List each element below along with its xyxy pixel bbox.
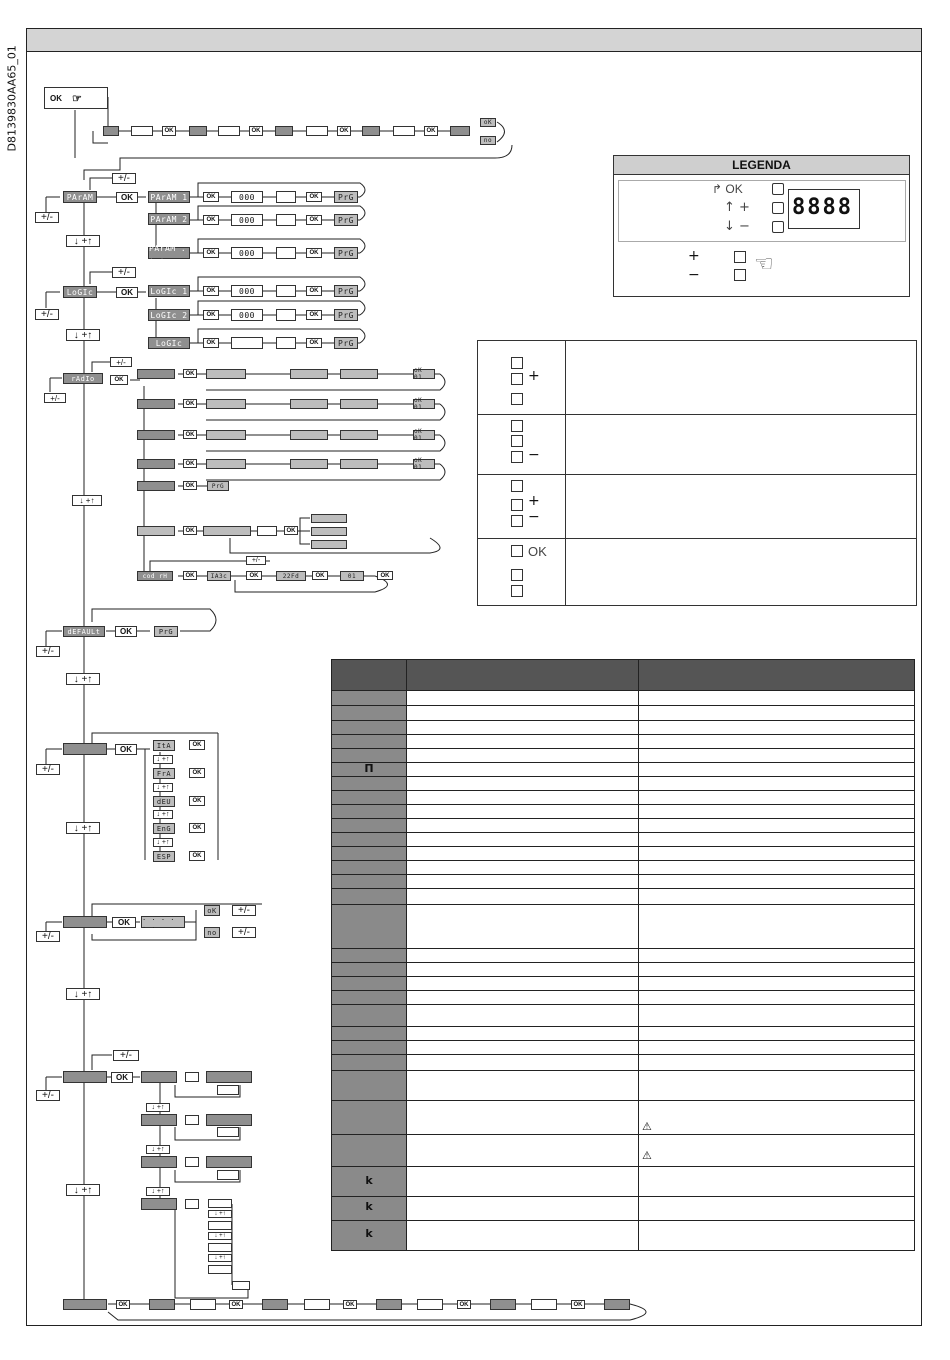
down-up-lang-3[interactable]: ↓ +↑ xyxy=(153,810,173,819)
plus-minus-button-default[interactable]: +/- xyxy=(36,646,60,657)
down-up-button-4[interactable]: ↓ +↑ xyxy=(66,673,100,685)
diag-counter-2 xyxy=(208,1221,232,1230)
arrows-param-1 xyxy=(276,191,296,203)
hand-press-icon: ☜ xyxy=(754,252,774,277)
ok-codrx-3[interactable]: OK xyxy=(312,571,328,580)
radio-led-3a xyxy=(206,430,246,440)
top-row-step-2 xyxy=(189,126,207,136)
bottom-row-start xyxy=(63,1299,107,1310)
table-row xyxy=(332,1196,914,1197)
diag-counter-3 xyxy=(208,1243,232,1252)
radio-option-a xyxy=(311,514,347,523)
prg-logic-1: PrG xyxy=(334,285,358,297)
ok-codrx-2[interactable]: OK xyxy=(246,571,262,580)
ok-button-default[interactable]: OK xyxy=(115,626,137,637)
logic-item-2[interactable]: LoGIc 2 xyxy=(148,309,190,321)
diag-item-1 xyxy=(141,1071,177,1083)
legend-ok-label: ↱ OK xyxy=(712,182,743,196)
value-param-2: 000 xyxy=(231,214,263,226)
ok-logic-2b[interactable]: OK xyxy=(306,310,322,320)
table-row xyxy=(332,762,914,763)
legend-plus-key xyxy=(772,202,784,214)
ok-param-1[interactable]: OK xyxy=(203,192,219,202)
legend-plus-label: ↑ + xyxy=(724,200,750,215)
down-up-diag-2[interactable]: ↓ +↑ xyxy=(146,1145,170,1154)
diag-item-1-value xyxy=(206,1071,252,1083)
legend-minus-button xyxy=(734,269,746,281)
radio-led-4a xyxy=(206,459,246,469)
menu-logic[interactable]: LoGIc xyxy=(63,286,97,298)
ok-radio-6[interactable]: OK xyxy=(183,526,197,535)
radio-led-4b xyxy=(290,459,328,469)
table-row xyxy=(332,962,914,963)
ok-radio-3[interactable]: OK xyxy=(183,430,197,439)
down-up-button-7[interactable]: ↓ +↑ xyxy=(66,1184,100,1196)
ok-lang-5[interactable]: OK xyxy=(189,851,205,861)
down-up-lang-1[interactable]: ↓ +↑ xyxy=(153,755,173,764)
bottom-step-4 xyxy=(490,1299,516,1310)
plus-minus-button-diag[interactable]: +/- xyxy=(113,1050,139,1061)
radio-ok-3: oK 01 xyxy=(413,430,435,440)
diag-counter-4 xyxy=(208,1265,232,1274)
language-deu[interactable]: dEU xyxy=(153,796,175,807)
down-up-diag-1[interactable]: ↓ +↑ xyxy=(146,1103,170,1112)
document-code: D8139830AA65_01 xyxy=(5,45,19,152)
ok-radio-4[interactable]: OK xyxy=(183,459,197,468)
arrows-logic-3 xyxy=(276,337,296,349)
save-no: no xyxy=(204,927,220,938)
key-row-ok xyxy=(478,539,916,605)
plus-minus-button-codrx[interactable]: +/- xyxy=(246,556,266,565)
ok-button-start[interactable]: OK ☞ xyxy=(44,87,108,109)
bottom-ok-2[interactable]: OK xyxy=(229,1300,243,1309)
table-row xyxy=(332,832,914,833)
radio-led-1b xyxy=(290,369,328,379)
table-row xyxy=(332,1100,914,1101)
radio-ok-4: oK 01 xyxy=(413,459,435,469)
prg-param-1: PrG xyxy=(334,191,358,203)
table-row xyxy=(332,804,914,805)
codrx-code-3: 01 xyxy=(340,571,364,581)
menu-param[interactable]: PArAM xyxy=(63,191,97,203)
ok-button-param[interactable]: OK xyxy=(116,192,138,203)
ok-radio-5[interactable]: OK xyxy=(183,481,197,490)
legend-panel xyxy=(613,155,910,297)
diag-item-1-key xyxy=(185,1072,199,1082)
key-row-plus xyxy=(478,341,916,415)
table-row xyxy=(332,1220,914,1221)
diag-item-3 xyxy=(141,1156,177,1168)
legend-display-digits: 8888 xyxy=(792,195,853,220)
table-symbol-k2: k xyxy=(365,1200,373,1213)
table-row xyxy=(332,776,914,777)
table-row xyxy=(332,904,914,905)
diag-item-1-sub xyxy=(217,1085,239,1095)
table-row xyxy=(332,1070,914,1071)
diag-item-2-key xyxy=(185,1115,199,1125)
bottom-step-2 xyxy=(262,1299,288,1310)
value-param-1: 000 xyxy=(231,191,263,203)
ok-param-2b[interactable]: OK xyxy=(306,215,322,225)
arrows-param-2 xyxy=(276,214,296,226)
radio-row-4 xyxy=(137,459,175,469)
bottom-ok-5[interactable]: OK xyxy=(571,1300,585,1309)
menu-save[interactable] xyxy=(63,916,107,928)
bottom-display-3 xyxy=(417,1299,443,1310)
cod-rx-item[interactable]: cod rH xyxy=(137,571,173,581)
table-row xyxy=(332,790,914,791)
plus-minus-button-radio-left[interactable]: +/- xyxy=(44,393,66,403)
top-row-step-1 xyxy=(103,126,119,136)
table-symbol-pi: Π xyxy=(364,762,374,775)
ok-param-2[interactable]: OK xyxy=(203,215,219,225)
radio-row-3 xyxy=(137,430,175,440)
top-row-display-1 xyxy=(131,126,153,136)
prg-logic-2: PrG xyxy=(334,309,358,321)
table-row xyxy=(332,690,914,691)
table-row xyxy=(332,734,914,735)
table-row xyxy=(332,948,914,949)
ok-param-3[interactable]: OK xyxy=(203,248,219,258)
diag-item-3-value xyxy=(206,1156,252,1168)
radio-row-6-step xyxy=(203,526,251,536)
ok-button-language[interactable]: OK xyxy=(115,744,137,755)
top-row-display-2 xyxy=(218,126,240,136)
diag-item-4-key xyxy=(185,1199,199,1209)
bottom-display-4 xyxy=(531,1299,557,1310)
down-up-lang-2[interactable]: ↓ +↑ xyxy=(153,783,173,792)
ok-button-radio[interactable]: OK xyxy=(110,375,128,385)
legend-minus-symbol: − xyxy=(688,267,700,283)
top-row-step-4 xyxy=(362,126,380,136)
top-row-ok-3[interactable]: OK xyxy=(337,126,351,136)
bottom-display-1 xyxy=(190,1299,216,1310)
key-plus-icon: + xyxy=(478,341,566,414)
down-up-button-6[interactable]: ↓ +↑ xyxy=(66,988,100,1000)
default-prg: PrG xyxy=(154,626,178,637)
param-item-1[interactable]: PArAM 1 xyxy=(148,191,190,203)
down-up-counter-3[interactable]: ↓ +↑ xyxy=(208,1254,232,1262)
radio-led-2b xyxy=(290,399,328,409)
ok-logic-1[interactable]: OK xyxy=(203,286,219,296)
bottom-ok-4[interactable]: OK xyxy=(457,1300,471,1309)
key-combination-panel xyxy=(477,340,917,606)
radio-row-1 xyxy=(137,369,175,379)
prg-param-3: PrG xyxy=(334,247,358,259)
radio-led-3b xyxy=(290,430,328,440)
table-row xyxy=(332,1166,914,1167)
ok-codrx-1[interactable]: OK xyxy=(183,571,197,580)
top-row-ok-1[interactable]: OK xyxy=(162,126,176,136)
table-row xyxy=(332,720,914,721)
value-logic-1: 000 xyxy=(231,285,263,297)
menu-radio[interactable]: rAdIo xyxy=(63,373,103,384)
arrows-param-3 xyxy=(276,247,296,259)
table-symbol-k3: k xyxy=(365,1227,373,1240)
save-ok: oK xyxy=(204,905,220,916)
table-row xyxy=(332,1040,914,1041)
ok-logic-1b[interactable]: OK xyxy=(306,286,322,296)
top-row-ok-2[interactable]: OK xyxy=(249,126,263,136)
legend-minus-key xyxy=(772,221,784,233)
radio-row-6-arrows xyxy=(257,526,277,536)
radio-ok-2: oK 01 xyxy=(413,399,435,409)
table-row xyxy=(332,846,914,847)
table-row xyxy=(332,748,914,749)
top-row-ok-result: oK xyxy=(480,118,496,127)
ok-button-logic[interactable]: OK xyxy=(116,287,138,298)
top-row-display-3 xyxy=(306,126,328,136)
table-header xyxy=(332,660,914,690)
radio-row-6 xyxy=(137,526,175,536)
plus-minus-button-radio[interactable]: +/- xyxy=(110,357,132,367)
plus-minus-button-logic-left[interactable]: +/- xyxy=(35,309,59,320)
ok-lang-2[interactable]: OK xyxy=(189,768,205,778)
table-row xyxy=(332,1134,914,1135)
diag-item-3-key xyxy=(185,1157,199,1167)
prg-param-2: PrG xyxy=(334,214,358,226)
value-param-3: 000 xyxy=(231,247,263,259)
key-minus-icon: − xyxy=(478,415,566,474)
radio-row-5 xyxy=(137,481,175,491)
down-up-diag-3[interactable]: ↓ +↑ xyxy=(146,1187,170,1196)
plus-minus-button-diag-left[interactable]: +/- xyxy=(36,1090,60,1101)
ok-radio-2[interactable]: OK xyxy=(183,399,197,408)
radio-ok-1: oK 01 xyxy=(413,369,435,379)
key-row-minus xyxy=(478,415,916,475)
top-row-step-3 xyxy=(275,126,293,136)
top-row-step-5 xyxy=(450,126,470,136)
down-up-lang-4[interactable]: ↓ +↑ xyxy=(153,838,173,847)
language-eng[interactable]: EnG xyxy=(153,823,175,834)
table-symbol-k1: k xyxy=(365,1174,373,1187)
table-row xyxy=(332,976,914,977)
plus-minus-button-language[interactable]: +/- xyxy=(36,764,60,775)
radio-option-b xyxy=(311,527,347,536)
down-up-button-2[interactable]: ↓ +↑ xyxy=(66,329,100,341)
language-fra[interactable]: FrA xyxy=(153,768,175,779)
legend-minus-label: ↓ − xyxy=(724,219,750,234)
radio-led-4c xyxy=(340,459,378,469)
codrx-code-2: 22Fd xyxy=(276,571,306,581)
plus-minus-save-no[interactable]: +/- xyxy=(232,927,256,938)
bottom-step-1 xyxy=(149,1299,175,1310)
codrx-code-1: IA3c xyxy=(207,571,231,581)
plus-minus-button-param-left[interactable]: +/- xyxy=(35,212,59,223)
ok-lang-3[interactable]: OK xyxy=(189,796,205,806)
table-row xyxy=(332,1054,914,1055)
bottom-ok-1[interactable]: OK xyxy=(116,1300,130,1309)
hand-pointer-icon: ☞ xyxy=(72,92,82,105)
diag-item-2-sub xyxy=(217,1127,239,1137)
warning-icon: ⚠ xyxy=(642,1120,652,1133)
value-logic-2: 000 xyxy=(231,309,263,321)
diag-counter-1 xyxy=(208,1199,232,1208)
table-row xyxy=(332,990,914,991)
table-row xyxy=(332,818,914,819)
menu-language[interactable] xyxy=(63,743,107,755)
down-up-counter-1[interactable]: ↓ +↑ xyxy=(208,1210,232,1218)
down-up-button-1[interactable]: ↓ +↑ xyxy=(66,235,100,247)
plus-minus-button-param[interactable]: +/- xyxy=(112,173,136,184)
prg-logic-3: PrG xyxy=(334,337,358,349)
parameter-table xyxy=(331,659,915,1251)
ok-logic-2[interactable]: OK xyxy=(203,310,219,320)
bottom-step-5 xyxy=(604,1299,630,1310)
legend-board xyxy=(618,180,906,242)
param-item-2[interactable]: PArAM 2 xyxy=(148,213,190,225)
table-row xyxy=(332,888,914,889)
diag-item-2-value xyxy=(206,1114,252,1126)
radio-led-2a xyxy=(206,399,246,409)
value-logic-3 xyxy=(231,337,263,349)
key-ok-icon: OK xyxy=(478,539,566,605)
ok-lang-1[interactable]: OK xyxy=(189,740,205,750)
radio-option-c xyxy=(311,540,347,549)
radio-led-2c xyxy=(340,399,378,409)
ok-logic-3b[interactable]: OK xyxy=(306,338,322,348)
table-row xyxy=(332,705,914,706)
bottom-display-2 xyxy=(304,1299,330,1310)
top-row-display-4 xyxy=(393,126,415,136)
radio-row-2 xyxy=(137,399,175,409)
legend-plus-button xyxy=(734,251,746,263)
ok-radio-6b[interactable]: OK xyxy=(284,526,298,535)
ok-button-save[interactable]: OK xyxy=(112,917,136,928)
down-up-counter-2[interactable]: ↓ +↑ xyxy=(208,1232,232,1240)
table-row xyxy=(332,1004,914,1005)
radio-led-3c xyxy=(340,430,378,440)
language-ita[interactable]: ItA xyxy=(153,740,175,751)
key-plus-minus-icon: + − xyxy=(478,475,566,538)
table-row xyxy=(332,874,914,875)
top-row-no-result: no xyxy=(480,136,496,145)
logic-item-1[interactable]: LoGIc 1 xyxy=(148,285,190,297)
table-row xyxy=(332,860,914,861)
arrows-logic-1 xyxy=(276,285,296,297)
down-up-button-3[interactable]: ↓ +↑ xyxy=(72,495,102,506)
ok-radio-1[interactable]: OK xyxy=(183,369,197,378)
menu-diagnostics[interactable] xyxy=(63,1071,107,1083)
param-item-3[interactable]: PArAM . . . xyxy=(148,247,190,259)
language-esp[interactable]: ESP xyxy=(153,851,175,862)
down-up-button-5[interactable]: ↓ +↑ xyxy=(66,822,100,834)
top-row-ok-4[interactable]: OK xyxy=(424,126,438,136)
diag-item-2 xyxy=(141,1114,177,1126)
table-row xyxy=(332,1026,914,1027)
legend-title: LEGENDA xyxy=(614,156,909,175)
legend-ok-key xyxy=(772,183,784,195)
menu-default[interactable]: dEFAULt xyxy=(63,626,105,637)
diag-counter-end xyxy=(232,1281,250,1290)
ok-codrx-4[interactable]: OK xyxy=(377,571,393,580)
bottom-ok-3[interactable]: OK xyxy=(343,1300,357,1309)
ok-button-diag[interactable]: OK xyxy=(111,1072,133,1083)
bottom-step-3 xyxy=(376,1299,402,1310)
diag-item-3-sub xyxy=(217,1170,239,1180)
plus-minus-button-logic[interactable]: +/- xyxy=(112,267,136,278)
ok-logic-3[interactable]: OK xyxy=(203,338,219,348)
ok-param-1b[interactable]: OK xyxy=(306,192,322,202)
radio-led-1c xyxy=(340,369,378,379)
warning-icon: ⚠ xyxy=(642,1149,652,1162)
radio-led-1a xyxy=(206,369,246,379)
arrows-logic-2 xyxy=(276,309,296,321)
legend-plus-symbol: + xyxy=(688,248,700,264)
plus-minus-save-ok[interactable]: +/- xyxy=(232,905,256,916)
radio-prg-5: PrG xyxy=(207,481,229,491)
ok-lang-4[interactable]: OK xyxy=(189,823,205,833)
key-row-plus-minus xyxy=(478,475,916,539)
logic-item-3[interactable]: LoGIc xyxy=(148,337,190,349)
diag-item-4 xyxy=(141,1198,177,1210)
save-progress: . . . . . . xyxy=(141,916,185,928)
plus-minus-button-save[interactable]: +/- xyxy=(36,931,60,942)
ok-param-3b[interactable]: OK xyxy=(306,248,322,258)
